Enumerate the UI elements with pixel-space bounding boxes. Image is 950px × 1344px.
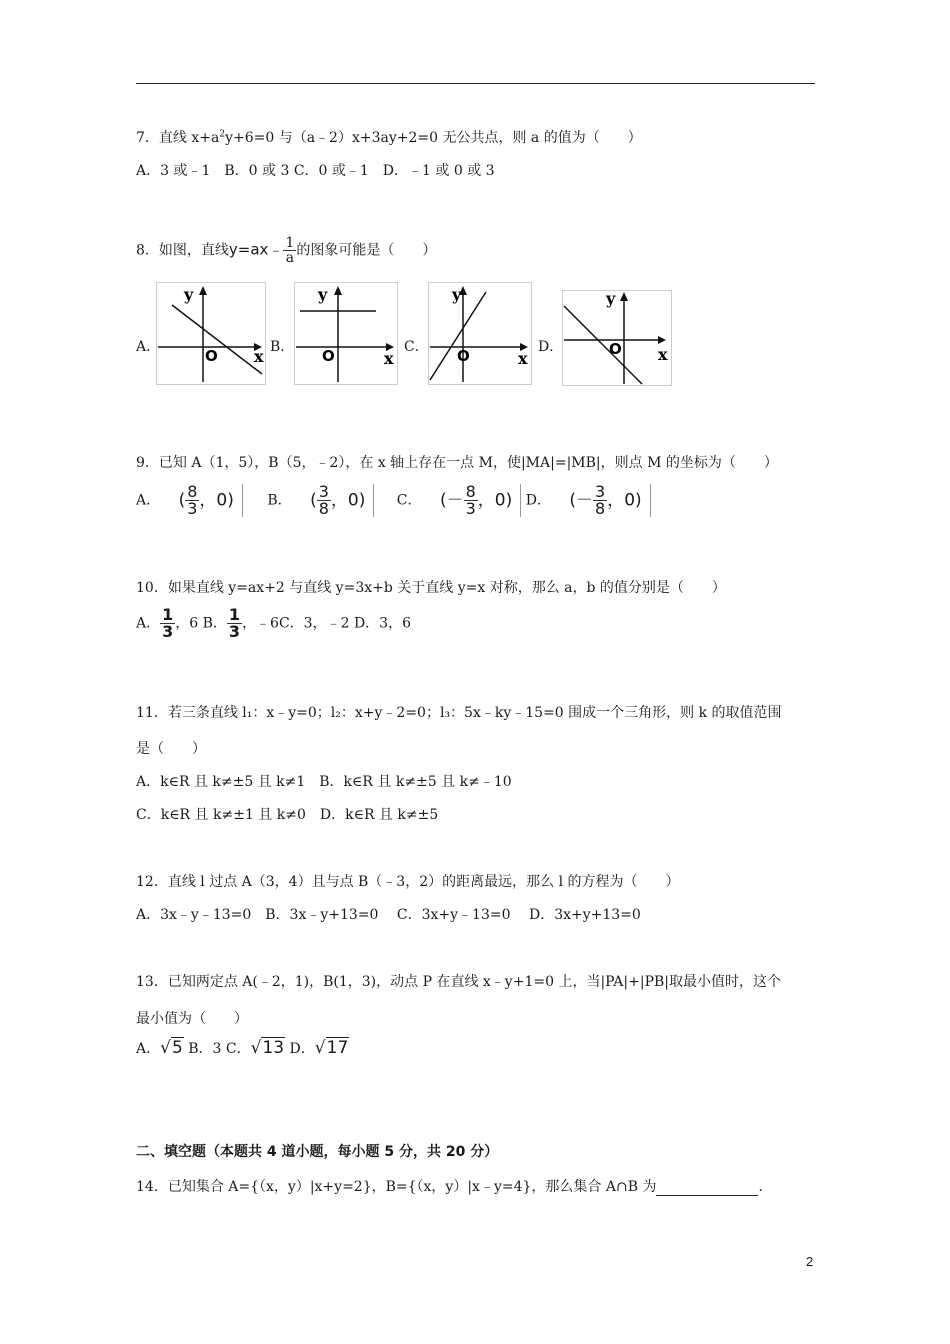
q9-option-c: (－ $\frac{8}{3}$ ，0)	[434, 484, 521, 517]
question-13-stem: 13．已知两定点 A(﹣2，1)，B(1，3)，动点 P 在直线 x﹣y+1=0 上，当|PA|+|PB|取最小值时，这个	[136, 974, 781, 990]
question-11-stem-cont: 是（ ）	[136, 741, 206, 757]
question-13-stem-cont: 最小值为（ ）	[136, 1011, 248, 1027]
q8-label-c: C．	[404, 339, 429, 355]
y-axis-arrow	[620, 292, 628, 301]
x-label: x	[658, 345, 668, 364]
y-axis-arrow	[334, 286, 342, 295]
answer-blank[interactable]	[656, 1181, 758, 1196]
q9-option-d: (－ $\frac{3}{8}$ ，0)	[563, 484, 650, 517]
x-label: x	[384, 349, 394, 368]
question-14-stem: 14．已知集合 A={（x，y）|x+y=2}，B={（x，y）|x﹣y=4}，那么集合 A∩B 为 ．	[136, 1179, 773, 1195]
origin-label: O	[609, 340, 622, 358]
q8-label-b: B．	[270, 339, 295, 355]
question-11-options-2: C．k∈R 且 k≠±1 且 k≠0 D．k∈R 且 k≠±5	[136, 807, 439, 823]
q8-label-d: D．	[538, 339, 564, 355]
question-12-stem: 12．直线 l 过点 A（3，4）且与点 B（﹣3，2）的距离最远，那么 l 的方程为（ ）	[136, 874, 680, 890]
origin-label: O	[205, 347, 218, 365]
q8-label-a: A．	[136, 339, 161, 355]
origin-label: O	[457, 347, 470, 365]
question-7-options: A．3 或﹣1 B．0 或 3 C．0 或﹣1 D．﹣1 或 0 或 3	[136, 163, 495, 179]
page-number: 2	[806, 1254, 814, 1269]
question-11-options-1: A．k∈R 且 k≠±5 且 k≠1 B．k∈R 且 k≠±5 且 k≠﹣10	[136, 774, 512, 790]
q9-option-b: ( $\frac{3}{8}$ ，0)	[304, 484, 374, 517]
y-label: y	[318, 285, 328, 304]
q8-graph-d	[562, 290, 672, 386]
q10-frac-a: $\frac{1}{3}$	[162, 605, 174, 641]
y-axis-arrow	[199, 286, 207, 295]
q13-sqrt-a: √5	[160, 1038, 183, 1058]
q8-graph-b	[294, 282, 398, 385]
q13-sqrt-c: √13	[250, 1038, 285, 1058]
y-label: y	[452, 285, 462, 304]
section-2-heading: 二、填空题（本题共 4 道小题，每小题 5 分，共 20 分）	[136, 1144, 499, 1160]
q9-option-a: ( $\frac{8}{3}$ ，0)	[173, 484, 243, 517]
question-13-options: A．√5 B．3 C．√13 D．√17	[136, 1038, 349, 1058]
header-rule	[136, 83, 815, 84]
y-label: y	[184, 285, 194, 304]
q8-fraction: $\frac{1}{a}$	[285, 235, 295, 266]
x-axis-arrow	[658, 336, 666, 344]
origin-label: O	[322, 347, 335, 365]
x-label: x	[518, 349, 528, 368]
question-9-stem: 9．已知 A（1，5），B（5，﹣2），在 x 轴上存在一点 M，使|MA|=|MB|，则点 M 的坐标为（ ）	[136, 455, 778, 471]
q8-graph-c	[428, 282, 532, 385]
question-9-options: A． ( $\frac{8}{3}$ ，0) B． ( $\frac{3}{8}$ ，0) C． (－ $\frac{8}{3}$ ，0) D． (－ $\frac{3}{8}$ ，0)	[136, 484, 651, 517]
question-11-stem: 11．若三条直线 l₁：x﹣y=0；l₂：x+y﹣2=0；l₃：5x﹣ky﹣15=0 围成一个三角形，则 k 的取值范围	[136, 705, 782, 721]
x-label: x	[254, 347, 264, 366]
question-12-options: A．3x﹣y﹣13=0 B．3x﹣y+13=0 C．3x+y﹣13=0 D．3x+y+13=0	[136, 907, 641, 923]
q13-sqrt-d: √17	[314, 1038, 349, 1058]
graph-line	[564, 306, 642, 384]
question-10-options: A． $\frac{1}{3}$ ，6 B． $\frac{1}{3}$ ，﹣6C．3，﹣2 D．3，6	[136, 605, 411, 641]
graph-line	[430, 292, 486, 380]
question-10-stem: 10．如果直线 y=ax+2 与直线 y=3x+b 关于直线 y=x 对称，那么 a，b 的值分别是（ ）	[136, 580, 726, 596]
question-7-stem: 7．直线 $x+a^2y+6=0$ 与（a﹣2）x+3ay+2=0 无公共点，则 a 的值为（ ）	[136, 129, 642, 146]
q8-graph-a	[156, 282, 266, 385]
question-8-stem: 8．如图，直线y=ax﹣ $\frac{1}{a}$ 的图象可能是（ ）	[136, 235, 437, 266]
y-label: y	[606, 290, 616, 308]
q10-frac-b: $\frac{1}{3}$	[228, 605, 241, 641]
